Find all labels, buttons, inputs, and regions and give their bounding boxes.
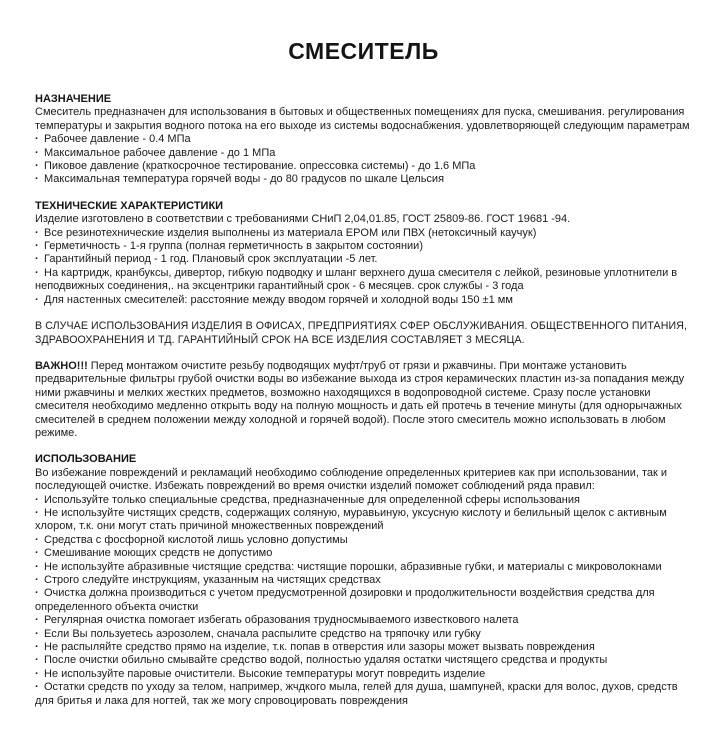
purpose-intro: Смеситель предназначен для использования в бытовых и общественных помещениях для пуска, смешивания. регулирования температуры и закрытия водного потока на его выходе из системы водоснабжения. удовлетворяющей следующим параметрам bbox=[35, 106, 690, 132]
bullet-marker: · bbox=[35, 226, 39, 239]
bullet-marker: · bbox=[35, 667, 39, 680]
bullet-item bbox=[35, 294, 692, 307]
bullet-text: На картридж, кранбуксы, дивертор, гибкую подводку и шланг верхнего душа смесителя с лейкой, резиновые уплотнители в неподвижных соединения,. на эксцентрики гарантийный срок - 6 месяцев. срок службы - 3 года bbox=[35, 266, 678, 293]
bullet-marker: · bbox=[35, 173, 39, 186]
bullet-text: Рабочее давление - 0.4 МПа bbox=[44, 133, 191, 146]
bullet-marker: · bbox=[35, 641, 39, 654]
bullet-marker: · bbox=[35, 146, 39, 159]
bullet-marker: · bbox=[35, 574, 39, 586]
bullet-marker: · bbox=[35, 654, 39, 667]
bullet-item bbox=[35, 681, 692, 708]
bullet-marker: · bbox=[35, 681, 39, 694]
section-specs bbox=[35, 200, 692, 307]
bullet-text: Максимальное рабочее давление - до 1 МПа bbox=[44, 146, 276, 159]
important-text: Перед монтажом очистите резьбу подводящих муфт/труб от грязи и ржавчины. При монтаже установить предварительные фильтры грубой очистки воды во избежание выхода из строя керамических пластин из-за попадания между ними ржавчины и мелких жестких предметов, возможно находящихся в водопроводной системе. Сразу после установки смесителя необходимо медленно открыть воду на полную мощность и дать ей протечь в течение минуты (для однорычажных смесителей в среднем положении между холодной и горячей водой). После этого смеситель можно использовать в любом режиме. bbox=[35, 359, 685, 439]
bullet-text: Гарантийный период - 1 год. Плановый срок эксплуатации -5 лет. bbox=[44, 253, 378, 266]
bullet-item bbox=[35, 587, 692, 614]
bullet-item bbox=[35, 628, 692, 641]
bullet-text: Регулярная очистка помогает избегать образования трудносмываемого известкового налета bbox=[44, 614, 519, 627]
bullet-text: Используйте только специальные средства, предназначенные для определенной сферы использования bbox=[44, 493, 580, 506]
bullet-item bbox=[35, 227, 692, 240]
bullet-text: Не распыляйте средство прямо на изделие, т.к. попав в отверстия или зазоры может вызвать повреждения bbox=[44, 641, 595, 654]
bullet-marker: · bbox=[35, 533, 39, 546]
bullet-marker: · bbox=[35, 547, 39, 560]
bullet-item bbox=[35, 133, 692, 146]
bullet-item bbox=[35, 547, 692, 560]
bullet-item bbox=[35, 561, 692, 574]
bullet-text: Для настенных смесителей: расстояние между вводом горячей и холодной воды 150 ±1 мм bbox=[44, 293, 513, 306]
bullet-item bbox=[35, 173, 692, 186]
bullet-item bbox=[35, 574, 692, 587]
bullet-text: Смешивание моющих средств не допустимо bbox=[44, 547, 273, 560]
bullet-item bbox=[35, 253, 692, 266]
usage-intro: Во избежание повреждений и рекламаций необходимо соблюдение определенных критериев как при использовании, так и последующей очистке. Избежать повреждений во время очистки изделий поможет соблюдений ряда правил: bbox=[35, 466, 668, 493]
bullet-marker: · bbox=[35, 627, 39, 640]
bullet-marker: · bbox=[35, 240, 39, 253]
bullet-text: После очистки обильно смывайте средство водой, полностью удаляя остатки чистящего средства и продукты bbox=[44, 654, 608, 667]
bullet-item bbox=[35, 507, 692, 534]
document-title: СМЕСИТЕЛЬ bbox=[288, 38, 439, 64]
specs-heading: ТЕХНИЧЕСКИЕ ХАРАКТЕРИСТИКИ bbox=[35, 199, 224, 212]
specs-intro: Изделие изготовлено в соответствии с требованиями СНиП 2,04,01.85, ГОСТ 25809-86. ГОСТ 19681 -94. bbox=[35, 213, 571, 226]
bullet-text: Строго следуйте инструкциям, указанным на чистящих средствах bbox=[44, 574, 381, 586]
bullet-item bbox=[35, 654, 692, 667]
bullet-marker: · bbox=[35, 587, 39, 600]
bullet-text: Максимальная температура горячей воды - до 80 градусов по шкале Цельсия bbox=[44, 173, 445, 186]
important-label: ВАЖНО!!! bbox=[35, 359, 88, 372]
bullet-item bbox=[35, 160, 692, 173]
bullet-item bbox=[35, 267, 692, 294]
bullet-marker: · bbox=[35, 160, 39, 173]
bullet-text: Очистка должна производиться с учетом предусмотренной дозировки и продолжительности воздействия средства для определенного объекта очистки bbox=[35, 587, 655, 613]
bullet-item bbox=[35, 147, 692, 160]
bullet-marker: · bbox=[35, 293, 39, 306]
bullet-marker: · bbox=[35, 266, 39, 279]
bullet-marker: · bbox=[35, 560, 39, 573]
bullet-text: Не используйте абразивные чистящие средства: чистящие порошки, абразивные губки, и материалы с микроволокнами bbox=[44, 560, 662, 573]
bullet-item bbox=[35, 494, 692, 507]
bullet-marker: · bbox=[35, 493, 39, 506]
bullet-item bbox=[35, 534, 692, 547]
bullet-text: Если Вы пользуетесь аэрозолем, сначала распылите средство на тряпочку или губку bbox=[44, 627, 481, 640]
bullet-text: Остатки средств по уходу за телом, например, жчдкого мыла, гелей для душа, шампуней, краски для волос, духов, средств для бритья и лака для ногтей, так же могу спровоцировать повреждения bbox=[35, 681, 678, 707]
usage-heading: ИСПОЛЬЗОВАНИЕ bbox=[35, 453, 137, 466]
bullet-text: Средства с фосфорной кислотой лишь условно допустимы bbox=[44, 533, 348, 546]
bullet-text: Пиковое давление (краткосрочное тестирование. опрессовка системы) - до 1.6 МПа bbox=[44, 160, 476, 173]
bullet-item bbox=[35, 668, 692, 681]
office-warranty-notice: В СЛУЧАЕ ИСПОЛЬЗОВАНИЯ ИЗДЕЛИЯ В ОФИСАХ, ПРЕДПРИЯТИЯХ СФЕР ОБСЛУЖИВАНИЯ. ОБЩЕСТВЕННОГО ПИТАНИЯ, ЗДРАВООХРАНЕНИЯ И ТД. ГАРАНТИЙНЫЙ СРОК НА ВСЕ ИЗДЕЛИЯ СОСТАВЛЯЕТ 3 МЕСЯЦА. bbox=[35, 320, 687, 346]
bullet-text: Не используйте чистящих средств, содержащих соляную, муравьиную, уксусную кислоту и белильный щелок с активным хлором, т.к. они могут стать причиной множественных повреждений bbox=[35, 506, 667, 533]
bullet-marker: · bbox=[35, 253, 39, 266]
purpose-heading: НАЗНАЧЕНИЕ bbox=[35, 93, 112, 105]
bullet-marker: · bbox=[35, 506, 39, 519]
bullet-item bbox=[35, 641, 692, 654]
bullet-marker: · bbox=[35, 133, 39, 146]
bullet-marker: · bbox=[35, 614, 39, 627]
bullet-item bbox=[35, 614, 692, 627]
section-purpose bbox=[35, 93, 692, 187]
bullet-text: Все резинотехнические изделия выполнены из материала EPOM или ПВХ (нетоксичный каучук) bbox=[44, 226, 537, 239]
bullet-text: Герметичность - 1-я группа (полная герметичность в закрытом состоянии) bbox=[44, 240, 423, 253]
bullet-item bbox=[35, 240, 692, 253]
section-usage bbox=[35, 453, 692, 708]
important-note bbox=[35, 360, 692, 440]
bullet-text: Не используйте паровые очистители. Высокие температуры могут повредить изделие bbox=[44, 667, 486, 680]
